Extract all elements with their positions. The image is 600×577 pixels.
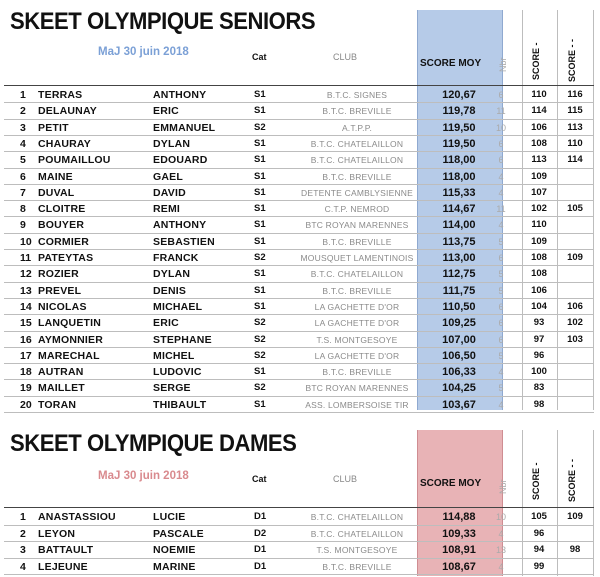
seniors-cell-s1: 93 [533,317,545,329]
seniors-cell-club: B.T.C. BREVILLE [322,285,392,296]
seniors-cell-s1: 100 [531,366,547,378]
seniors-cell-nbr: 5 [498,383,504,394]
seniors-cell-club: B.T.C. CHATELAILLON [310,269,404,280]
seniors-cell-rank: 12 [20,268,32,281]
seniors-cell-prenom: FRANCK [153,252,199,264]
seniors-cell-s1: 109 [531,235,547,247]
dames-cell-nbr: 10 [495,512,506,522]
seniors-cell-nbr: 6 [498,301,504,312]
seniors-cell-rank: 4 [20,137,26,150]
dames-cell-s1: 94 [533,544,545,556]
seniors-header-score2: SCORE - - [567,38,577,82]
seniors-cell-rank: 7 [20,186,26,199]
seniors-cell-moy: 103,67 [442,398,476,411]
seniors-cell-cat: S1 [254,398,266,410]
seniors-cell-s2 [561,283,589,299]
seniors-cell-prenom: DYLAN [153,137,191,150]
seniors-cell-s1: 83 [533,382,545,394]
seniors-cell-club: LA GACHETTE D'OR [314,301,400,312]
seniors-cell-club: B.T.C. BREVILLE [322,171,392,182]
dames-cell-club: B.T.C. CHATELAILLON [310,528,404,539]
seniors-cell-prenom: STEPHANE [153,333,212,346]
seniors-cell-nom: NICOLAS [38,300,87,313]
seniors-cell-nom: ROZIER [38,268,79,281]
seniors-cell-nom: AYMONNIER [38,333,104,346]
seniors-cell-prenom: ERIC [153,317,179,330]
seniors-cell-nbr: 10 [495,122,506,133]
dames-cell-nom: LEYON [38,527,76,540]
seniors-cell-cat: S1 [254,268,266,280]
seniors-cell-nom: CHAURAY [38,137,91,150]
seniors-cell-moy: 111,75 [442,284,476,297]
seniors-cell-s1: 114 [531,105,547,117]
dames-cell-rank: 1 [20,511,26,523]
seniors-cell-s2: 116 [567,89,583,100]
seniors-cell-s2: 113 [567,121,583,133]
seniors-cell-nom: DELAUNAY [38,105,97,118]
seniors-cell-moy: 119,50 [442,137,476,150]
seniors-cell-s2: 106 [567,300,583,312]
seniors-cell-nom: PREVEL [38,284,82,297]
seniors-cell-cat: S1 [254,235,266,247]
seniors-cell-nom: TORAN [38,398,77,411]
seniors-cell-club: MOUSQUET LAMENTINOIS [300,253,414,263]
seniors-cell-cat: S1 [254,284,266,296]
seniors-cell-nbr: 6 [498,90,504,100]
seniors-header-nbr: Nbr [498,57,508,72]
seniors-cell-moy: 107,00 [442,333,476,346]
seniors-cell-nbr: 4 [498,171,504,182]
dames-cell-cat: D2 [254,527,267,539]
dames-cell-club: B.T.C. BREVILLE [322,561,392,572]
seniors-cell-prenom: DENIS [153,284,187,297]
seniors-row-divider [4,412,594,413]
dames-cell-moy: 108,91 [442,544,476,557]
seniors-cell-s2: 102 [567,317,583,329]
seniors-cell-s2: 103 [567,333,583,345]
seniors-cell-nom: POUMAILLOU [38,154,111,167]
seniors-cell-rank: 1 [20,89,26,101]
seniors-cell-s2: 114 [567,154,583,166]
seniors-cell-s2 [561,266,589,282]
seniors-cell-s2: 109 [567,252,583,263]
dames-header-score-moy: SCORE MOY [420,478,482,489]
seniors-cell-s2: 110 [567,137,583,149]
seniors-cell-rank: 8 [20,203,26,216]
dames-cell-cat: D1 [254,560,267,572]
seniors-cell-club: B.T.C. CHATELAILLON [310,155,404,166]
seniors-cell-club: B.T.C. BREVILLE [322,236,392,247]
seniors-title: SKEET OLYMPIQUE SENIORS [10,8,316,35]
dames-cell-nom: LEJEUNE [38,560,88,573]
seniors-cell-prenom: GAEL [153,170,183,183]
dames-cell-rank: 2 [20,527,26,540]
seniors-cell-club: B.T.C. SIGNES [326,90,388,100]
seniors-cell-club: B.T.C. BREVILLE [322,106,392,117]
seniors-cell-s2 [561,364,589,380]
seniors-cell-s1: 108 [531,252,547,263]
seniors-cell-s2 [561,169,589,185]
seniors-cell-rank: 2 [20,105,26,118]
seniors-cell-s1: 107 [531,186,547,198]
seniors-cell-s1: 113 [531,154,547,166]
dames-cell-s1: 96 [533,527,545,539]
seniors-cell-moy: 120,67 [442,89,476,101]
seniors-cell-nbr: 6 [498,318,504,329]
seniors-cell-rank: 15 [20,317,32,330]
seniors-cell-nbr: 11 [496,204,506,215]
seniors-cell-cat: S1 [254,186,266,198]
dames-cell-s2: 109 [567,511,583,522]
dames-update-date: MaJ 30 juin 2018 [98,470,189,482]
dames-cell-prenom: MARINE [153,560,196,573]
seniors-cell-nbr: 6 [498,155,504,166]
seniors-header-club: CLUB [333,52,358,62]
seniors-update-date: MaJ 30 juin 2018 [98,46,189,58]
seniors-cell-nbr: 5 [498,350,504,361]
seniors-cell-moy: 106,33 [442,366,476,379]
seniors-cell-s1: 106 [531,121,547,133]
seniors-cell-prenom: EMMANUEL [153,121,216,134]
seniors-cell-nom: CLOITRE [38,203,86,216]
seniors-cell-prenom: MICHEL [153,349,195,362]
seniors-cell-nbr: 5 [498,269,504,280]
seniors-cell-s2 [561,185,589,201]
seniors-cell-s1: 96 [533,349,545,361]
dames-cell-nbr: 13 [495,545,506,556]
seniors-cell-moy: 109,25 [442,317,476,330]
dames-header-line [4,507,594,508]
seniors-cell-nom: PATEYTAS [38,252,94,264]
seniors-cell-moy: 119,50 [442,121,476,134]
seniors-cell-nom: MARECHAL [38,349,100,362]
dames-title: SKEET OLYMPIQUE DAMES [10,430,297,457]
seniors-cell-rank: 9 [20,219,26,232]
dames-cell-club: B.T.C. CHATELAILLON [310,512,404,522]
dames-header-cat: Cat [252,474,267,484]
seniors-cell-rank: 11 [20,252,32,264]
dames-cell-cat: D1 [254,511,267,522]
seniors-cell-prenom: SERGE [153,382,191,395]
seniors-cell-prenom: DAVID [153,186,186,199]
seniors-cell-moy: 113,75 [442,235,476,248]
seniors-cell-rank: 18 [20,366,32,379]
seniors-cell-nom: LANQUETIN [38,317,102,330]
seniors-header-cat: Cat [252,52,267,62]
seniors-cell-cat: S1 [254,219,266,231]
seniors-cell-club: T.S. MONTGESOYE [316,334,398,345]
seniors-cell-rank: 16 [20,333,32,346]
seniors-cell-nbr: 6 [498,138,504,149]
seniors-cell-cat: S1 [254,89,266,100]
seniors-cell-cat: S1 [254,137,266,149]
dames-cell-s2: 98 [569,544,581,556]
seniors-cell-s1: 108 [531,268,547,280]
seniors-cell-s1: 97 [533,333,545,345]
seniors-cell-prenom: DYLAN [153,268,191,281]
seniors-cell-prenom: ANTHONY [153,219,207,232]
seniors-cell-prenom: ERIC [153,105,179,118]
seniors-cell-nom: AUTRAN [38,366,84,379]
seniors-cell-rank: 20 [20,398,32,411]
seniors-cell-cat: S2 [254,382,266,394]
seniors-col-sep [593,10,594,410]
seniors-cell-nbr: 5 [498,285,504,296]
seniors-cell-cat: S1 [254,300,266,312]
seniors-cell-club: B.T.C. BREVILLE [322,367,392,378]
seniors-cell-cat: S2 [254,349,266,361]
seniors-cell-nbr: 5 [498,236,504,247]
seniors-cell-prenom: ANTHONY [153,89,207,101]
seniors-header-line [4,85,594,86]
seniors-cell-s2 [561,217,589,233]
seniors-cell-s1: 108 [531,137,547,149]
seniors-cell-moy: 114,00 [442,219,476,232]
seniors-cell-cat: S2 [254,333,266,345]
seniors-cell-club: DETENTE CAMBLYSIENNE [300,187,413,198]
seniors-cell-club: ASS. LOMBERSOISE TIR [305,399,409,410]
seniors-cell-s1: 110 [531,219,547,231]
seniors-cell-moy: 113,00 [442,252,476,264]
seniors-cell-club: A.T.P.P. [341,122,373,133]
seniors-cell-prenom: EDOUARD [153,154,208,167]
seniors-cell-cat: S2 [254,252,266,263]
dames-cell-nom: BATTAULT [38,544,94,557]
seniors-cell-nom: TERRAS [38,89,83,101]
dames-cell-rank: 4 [20,560,26,573]
seniors-cell-s2 [561,234,589,250]
seniors-cell-s2: 105 [567,203,583,215]
seniors-cell-nbr: 4 [498,399,504,410]
seniors-cell-s1: 109 [531,170,547,182]
seniors-cell-s1: 106 [531,284,547,296]
seniors-cell-moy: 104,25 [442,382,476,395]
seniors-cell-prenom: THIBAULT [153,398,207,411]
seniors-cell-rank: 13 [20,284,32,297]
seniors-cell-cat: S1 [254,105,266,117]
dames-header-score1: SCORE - [531,462,541,500]
seniors-cell-club: C.T.P. NEMROD [324,204,390,215]
dames-cell-nbr: 4 [498,528,504,539]
seniors-cell-rank: 19 [20,382,32,395]
seniors-cell-moy: 110,50 [442,300,476,313]
dames-cell-s2 [561,526,589,542]
dames-cell-s1: 99 [533,560,545,572]
seniors-cell-s2 [561,397,589,413]
dames-cell-s2 [561,559,589,575]
seniors-cell-s1: 102 [531,203,547,215]
seniors-cell-nom: MAINE [38,170,73,183]
seniors-cell-cat: S1 [254,366,266,378]
seniors-header-score1: SCORE - [531,42,541,80]
seniors-cell-moy: 114,67 [442,203,476,216]
seniors-cell-club: BTC ROYAN MARENNES [305,383,409,394]
seniors-cell-rank: 10 [20,235,32,248]
seniors-cell-nbr: 6 [498,253,504,263]
seniors-cell-nbr: 4 [498,187,504,198]
seniors-cell-prenom: MICHAEL [153,300,203,313]
seniors-cell-nom: PETIT [38,121,69,134]
seniors-cell-cat: S2 [254,121,266,133]
seniors-cell-moy: 119,78 [442,105,476,118]
dames-col-sep [593,430,594,576]
seniors-cell-s1: 104 [531,300,547,312]
dames-cell-prenom: NOEMIE [153,544,196,557]
seniors-cell-s2: 115 [567,105,583,117]
seniors-cell-club: BTC ROYAN MARENNES [305,220,409,231]
seniors-cell-rank: 6 [20,170,26,183]
seniors-cell-nom: MAILLET [38,382,85,395]
seniors-cell-nom: BOUYER [38,219,85,232]
seniors-header-score-moy: SCORE MOY [420,58,482,69]
dames-header-score2: SCORE - - [567,458,577,502]
seniors-cell-moy: 118,00 [442,170,476,183]
seniors-cell-rank: 17 [20,349,32,362]
seniors-cell-s2 [561,348,589,364]
seniors-cell-prenom: LUDOVIC [153,366,202,379]
seniors-cell-club: LA GACHETTE D'OR [314,350,400,361]
seniors-cell-rank: 5 [20,154,26,167]
seniors-col-sep [522,10,523,410]
seniors-cell-nbr: 4 [498,220,504,231]
seniors-cell-nom: CORMIER [38,235,89,248]
seniors-cell-cat: S1 [254,170,266,182]
seniors-col-sep [557,10,558,410]
dames-header-club: CLUB [333,474,358,484]
dames-header-nbr: Nbr [498,479,508,494]
seniors-cell-rank: 3 [20,121,26,134]
seniors-cell-moy: 115,33 [442,186,476,199]
seniors-cell-cat: S1 [254,203,266,215]
dames-col-sep [557,430,558,576]
seniors-cell-nbr: 11 [496,106,506,117]
dames-cell-club: T.S. MONTGESOYE [316,545,398,556]
seniors-cell-prenom: SEBASTIEN [153,235,215,248]
seniors-cell-s1: 110 [531,89,547,100]
dames-cell-moy: 114,88 [442,511,476,523]
dames-cell-nbr: 4 [498,561,504,572]
seniors-cell-nom: DUVAL [38,186,75,199]
dames-col-sep [522,430,523,576]
seniors-cell-moy: 106,50 [442,349,476,362]
seniors-cell-club: LA GACHETTE D'OR [314,318,400,329]
dames-cell-nom: ANASTASSIOU [38,511,116,523]
dames-cell-s1: 105 [531,511,547,522]
seniors-cell-prenom: REMI [153,203,181,216]
seniors-cell-cat: S2 [254,317,266,329]
dames-cell-cat: D1 [254,544,267,556]
seniors-cell-club: B.T.C. CHATELAILLON [310,138,404,149]
seniors-cell-moy: 118,00 [442,154,476,167]
seniors-cell-s1: 98 [533,398,545,410]
dames-row-divider [4,574,594,575]
seniors-cell-cat: S1 [254,154,266,166]
seniors-cell-nbr: 6 [498,334,504,345]
dames-cell-prenom: LUCIE [153,511,186,523]
seniors-cell-nbr: 4 [498,367,504,378]
seniors-cell-rank: 14 [20,300,32,313]
dames-cell-rank: 3 [20,544,26,557]
seniors-cell-s2 [561,380,589,396]
dames-cell-moy: 109,33 [442,527,476,540]
dames-cell-prenom: PASCALE [153,527,204,540]
seniors-cell-moy: 112,75 [442,268,476,281]
dames-cell-moy: 108,67 [442,560,476,573]
